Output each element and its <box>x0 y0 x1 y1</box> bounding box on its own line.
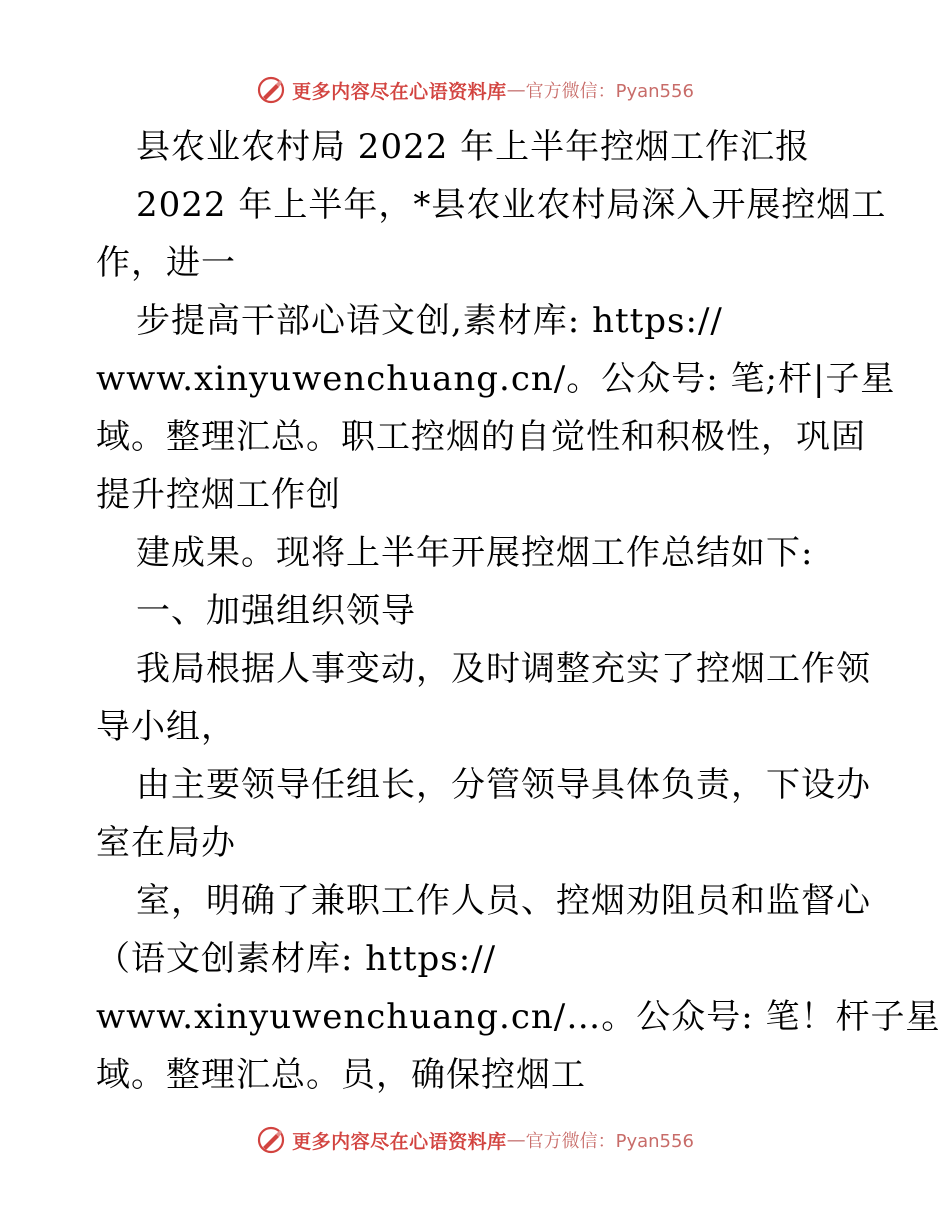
watermark-banner-bottom <box>0 1120 950 1160</box>
paragraph-line: 室在局办 <box>96 823 236 863</box>
paragraph-line: 作，进一 <box>96 243 236 283</box>
paragraph-line: 提升控烟工作创 <box>96 475 341 515</box>
paragraph-line: 域。整理汇总。员，确保控烟工 <box>96 1055 586 1095</box>
watermark-promo-text: 更多内容尽在心语资料库 <box>292 80 507 103</box>
watermark-banner-top <box>0 70 950 110</box>
paragraph-line: 建成果。现将上半年开展控烟工作总结如下: <box>136 533 814 573</box>
watermark-wechat-text: 官方微信：Pyan556 <box>525 1131 694 1152</box>
pen-logo-icon <box>256 75 286 105</box>
paragraph-line: 域。整理汇总。职工控烟的自觉性和积极性，巩固 <box>96 417 866 457</box>
paragraph-line: 步提高干部心语文创,素材库: https:// <box>136 301 723 341</box>
paragraph-line: （语文创素材库: https:// <box>96 939 497 979</box>
paragraph-line: www.xinyuwenchuang.cn/…。公众号: 笔！杆子星 <box>96 997 941 1037</box>
paragraph-line: 我局根据人事变动，及时调整充实了控烟工作领 <box>136 649 871 689</box>
paragraph-line: 导小组， <box>96 707 236 747</box>
watermark-promo-text: 更多内容尽在心语资料库 <box>292 1130 507 1153</box>
section-heading: 一、加强组织领导 <box>136 591 416 631</box>
paragraph-line: www.xinyuwenchuang.cn/。公众号: 笔;杆|子星 <box>96 359 896 399</box>
watermark-separator: — <box>506 79 526 101</box>
pen-logo-icon <box>256 1125 286 1155</box>
paragraph-line: 2022 年上半年，*县农业农村局深入开展控烟工 <box>136 185 887 225</box>
document-title: 县农业农村局 2022 年上半年控烟工作汇报 <box>136 127 811 167</box>
watermark-wechat-text: 官方微信：Pyan556 <box>525 81 694 102</box>
paragraph-line: 由主要领导任组长，分管领导具体负责，下设办 <box>136 765 871 805</box>
watermark-separator: — <box>506 1129 526 1151</box>
paragraph-line: 室，明确了兼职工作人员、控烟劝阻员和监督心 <box>136 881 871 921</box>
